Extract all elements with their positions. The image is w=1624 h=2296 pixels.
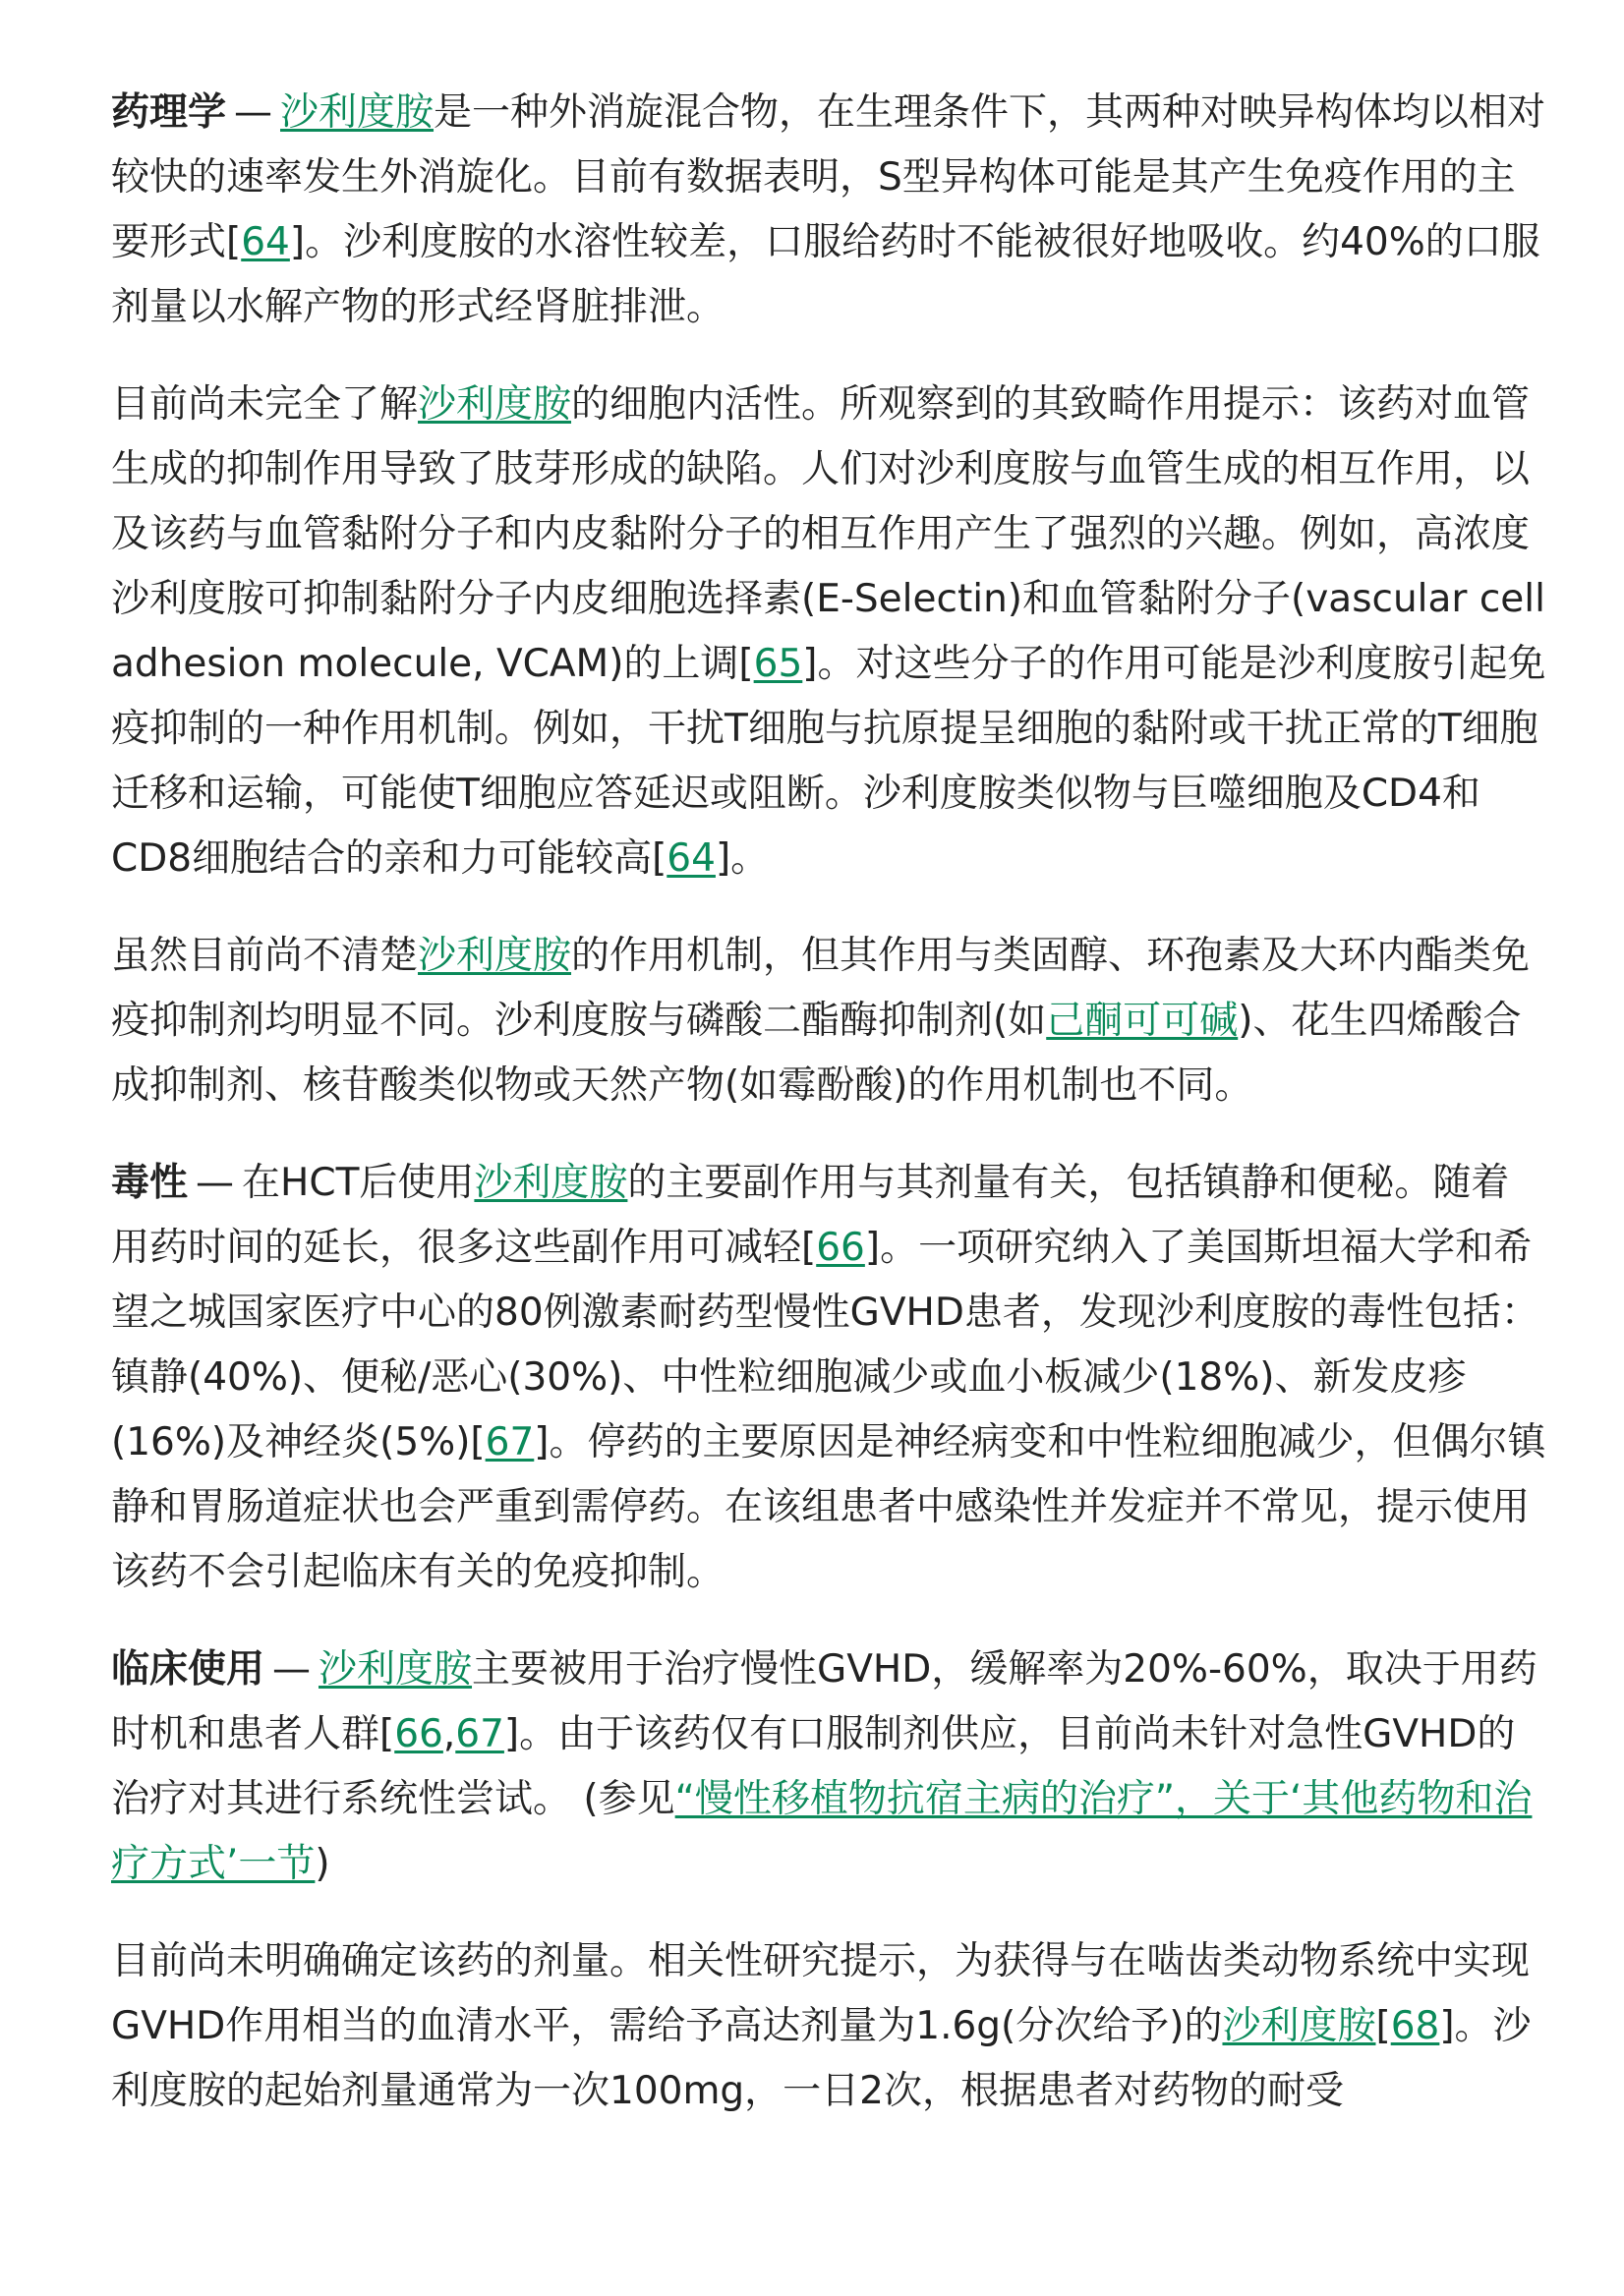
paragraph	[111, 373, 1546, 891]
drug-link[interactable]: 沙利度胺	[418, 382, 572, 427]
reference-link[interactable]: 64	[667, 836, 716, 881]
body-text: ]。	[715, 836, 770, 881]
reference-link[interactable]: 67	[455, 1712, 504, 1756]
reference-link[interactable]: 65	[753, 642, 803, 686]
body-text: ]。对这些分子的作用可能是沙利度胺引起免疫抑制的一种作用机制。例如，干扰T细胞与抗原提呈细胞的黏附或干扰正常的T细胞迁移和运输，可能使T细胞应答延迟或阻断。沙利度胺类似物与巨噬细胞及CD4和CD8细胞结合的亲和力可能较高[	[111, 642, 1546, 881]
body-text: 目前尚未明确确定该药的剂量。相关性研究提示，为获得与在啮齿类动物系统中实现GVHD作用相当的血清水平，需给予高达剂量为1.6g(分次给予)的	[111, 1939, 1531, 2048]
heading-dash: —	[272, 1647, 312, 1692]
body-text: 虽然目前尚不清楚	[111, 934, 419, 978]
paragraph	[111, 1151, 1546, 1605]
reference-link[interactable]: 66	[816, 1226, 865, 1270]
drug-link[interactable]: 沙利度胺	[280, 90, 435, 135]
paragraph	[111, 81, 1546, 340]
body-text: 的细胞内活性。所观察到的其致畸作用提示：该药对血管生成的抑制作用导致了肢芽形成的缺陷。人们对沙利度胺与血管生成的相互作用，以及该药与血管黏附分子和内皮黏附分子的相互作用产生了强烈的兴趣。例如，高浓度沙利度胺可抑制黏附分子内皮细胞选择素(E-Selectin)和血管黏附分子(vascular cell adhesion molecule, VCAM)的上调[	[111, 382, 1545, 686]
body-text: ]。沙利度胺的起始剂量通常为一次100mg，一日2次，根据患者对药物的耐受	[111, 2004, 1532, 2113]
body-text: 目前尚未完全了解	[111, 382, 419, 427]
drug-link[interactable]: 沙利度胺	[474, 1161, 628, 1205]
paragraph	[111, 924, 1546, 1119]
body-text: 的主要副作用与其剂量有关，包括镇静和便秘。随着用药时间的延长，很多这些副作用可减轻[	[111, 1161, 1510, 1270]
reference-link[interactable]: 66	[394, 1712, 443, 1756]
body-text: 是一种外消旋混合物，在生理条件下，其两种对映异构体均以相对较快的速率发生外消旋化。目前有数据表明，S型异构体可能是其产生免疫作用的主要形式[	[111, 90, 1546, 264]
heading-dash: —	[196, 1161, 235, 1205]
paragraph	[111, 1637, 1546, 1897]
body-text: ]。一项研究纳入了美国斯坦福大学和希望之城国家医疗中心的80例激素耐药型慢性GVHD患者，发现沙利度胺的毒性包括：镇静(40%)、便秘/恶心(30%)、中性粒细胞减少或血小板减少(18%)、新发皮疹(16%)及神经炎(5%)[	[111, 1226, 1539, 1464]
paragraph	[111, 1929, 1546, 2124]
drug-link[interactable]: 沙利度胺	[319, 1647, 473, 1692]
body-text: )	[315, 1842, 330, 1886]
reference-link[interactable]: 68	[1390, 2004, 1440, 2048]
drug-link[interactable]: 沙利度胺	[418, 934, 572, 978]
body-text: 的作用机制，但其作用与类固醇、环孢素及大环内酯类免疫抑制剂均明显不同。沙利度胺与磷酸二酯酶抑制剂(如	[111, 934, 1531, 1043]
body-text: ]。由于该药仅有口服制剂供应，目前尚未针对急性GVHD的治疗对其进行系统性尝试。 (参见	[111, 1712, 1516, 1821]
body-text: 在HCT后使用	[242, 1161, 475, 1205]
drug-link[interactable]: 己酮可可碱	[1046, 999, 1239, 1043]
section-heading: 药理学	[111, 90, 227, 135]
body-text: 主要被用于治疗慢性GVHD，缓解率为20%-60%，取决于用药时机和患者人群[	[111, 1647, 1537, 1756]
section-heading: 临床使用	[111, 1647, 265, 1692]
body-text: )、花生四烯酸合成抑制剂、核苷酸类似物或天然产物(如霉酚酸)的作用机制也不同。	[111, 999, 1522, 1108]
body-text: ]。停药的主要原因是神经病变和中性粒细胞减少，但偶尔镇静和胃肠道症状也会严重到需停药。在该组患者中感染性并发症并不常见，提示使用该药不会引起临床有关的免疫抑制。	[111, 1420, 1546, 1594]
heading-dash: —	[234, 90, 273, 135]
body-text: ]。沙利度胺的水溶性较差，口服给药时不能被很好地吸收。约40%的口服剂量以水解产物的形式经肾脏排泄。	[111, 220, 1540, 329]
body-text: ,	[442, 1712, 456, 1756]
body-text: [	[1375, 2004, 1391, 2048]
drug-link[interactable]: “慢性移植物抗宿主病的治疗”，关于‘其他药物和治疗方式’一节	[111, 1777, 1533, 1886]
reference-link[interactable]: 67	[485, 1420, 535, 1464]
reference-link[interactable]: 64	[241, 220, 290, 264]
section-heading: 毒性	[111, 1161, 189, 1205]
article-body	[111, 81, 1546, 2156]
drug-link[interactable]: 沙利度胺	[1222, 2004, 1376, 2048]
